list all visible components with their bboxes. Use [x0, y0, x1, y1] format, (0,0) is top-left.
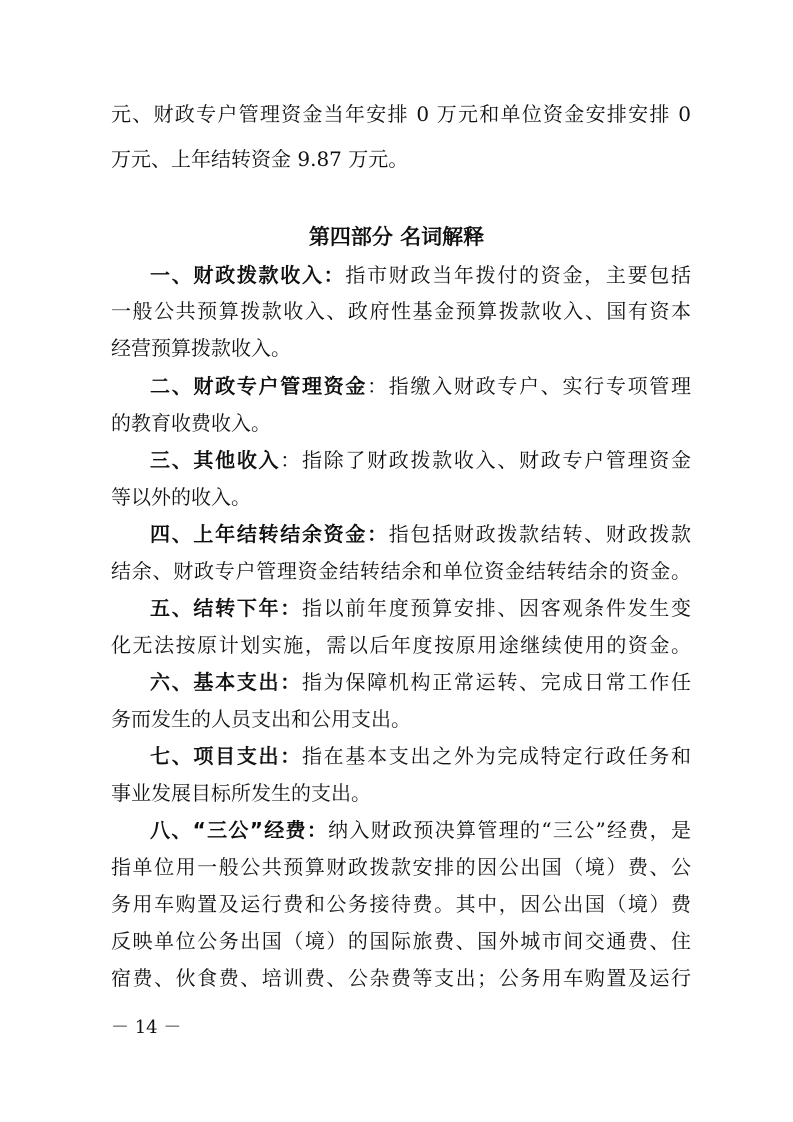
definition-2-first-line: [150, 366, 691, 406]
definition-6-line-2: 务而发生的人员支出和公用支出。: [111, 707, 411, 731]
definition-6-text: 指为保障机构正常运转、完成日常工作任: [301, 670, 692, 694]
definition-8-text: 纳入财政预决算管理的“三公”经费，是: [328, 818, 691, 842]
definition-8-first-line: [150, 810, 691, 850]
section-title: 第四部分 名词解释: [308, 225, 485, 249]
definition-8-line-4: 反映单位公务出国（境）的国际旅费、国外城市间交通费、住: [111, 929, 691, 953]
definition-8-line-3: 务用车购置及运行费和公务接待费。其中，因公出国（境）费: [111, 892, 691, 916]
page-number: － 14 －: [111, 1017, 182, 1038]
definition-3-text: ：指除了财政拨款收入、财政专户管理资金: [280, 448, 691, 472]
definition-2-term: 二、财政专户管理资金: [150, 374, 368, 398]
definition-5-text: 指以前年度预算安排、因客观条件发生变: [301, 596, 692, 620]
definition-4-line-2: 结余、财政专户管理资金结转结余和单位资金结转结余的资金。: [111, 559, 691, 583]
definition-7-text: 指在基本支出之外为完成特定行政任务和: [301, 744, 692, 768]
definition-3-first-line: [150, 440, 691, 480]
definition-5-line-2: 化无法按原计划实施，需以后年度按原用途继续使用的资金。: [111, 633, 691, 657]
definition-2-line-2: 的教育收费收入。: [111, 411, 271, 435]
definition-8-line-2: 指单位用一般公共预算财政拨款安排的因公出国（境）费、公: [111, 855, 691, 879]
definition-1-line-3: 经营预算拨款收入。: [111, 336, 291, 360]
definition-8-term: 八、“三公”经费：: [150, 818, 329, 842]
intro-line-1: 元、财政专户管理资金当年安排 0 万元和单位资金安排安排 0: [111, 102, 691, 126]
definition-3-term: 三、其他收入: [150, 448, 281, 472]
definition-1-term: 一、财政拨款收入：: [150, 263, 346, 287]
definition-1-line-2: 一般公共预算拨款收入、政府性基金预算拨款收入、国有资本: [111, 299, 691, 323]
definition-5-first-line: [150, 588, 691, 628]
definition-3-line-2: 等以外的收入。: [111, 485, 251, 509]
definition-8-line-5: 宿费、伙食费、培训费、公杂费等支出；公务用车购置及运行: [111, 966, 691, 990]
definition-1-text: 指市财政当年拨付的资金，主要包括: [345, 263, 691, 287]
definition-7-first-line: [150, 736, 691, 776]
definition-4-text: 指包括财政拨款结转、财政拨款: [388, 522, 692, 546]
definition-4-term: 四、上年结转结余资金：: [150, 522, 389, 546]
definition-2-text: ：指缴入财政专户、实行专项管理: [367, 374, 692, 398]
definition-5-term: 五、结转下年：: [150, 596, 302, 620]
definition-4-first-line: [150, 514, 691, 554]
intro-line-2: 万元、上年结转资金 9.87 万元。: [111, 147, 409, 171]
definition-7-term: 七、项目支出：: [150, 744, 302, 768]
definition-1-first-line: [150, 255, 691, 295]
definition-7-line-2: 事业发展目标所发生的支出。: [111, 781, 371, 805]
definition-6-term: 六、基本支出：: [150, 670, 302, 694]
definition-6-first-line: [150, 662, 691, 702]
